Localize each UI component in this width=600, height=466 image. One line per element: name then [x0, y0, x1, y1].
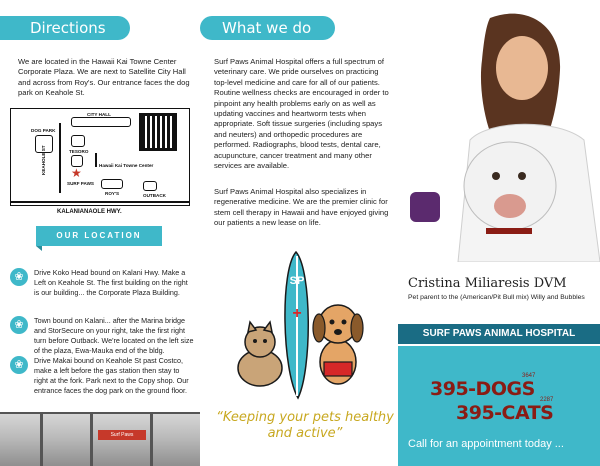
- services-paragraph: Surf Paws Animal Hospital offers a full spectrum of veterinary care. We pride ourselves on practicing top-level medicine and care for all of our patients. Routine wellness checks are encouraged in order to pinpoint any health problems early on as well as updating vaccines and heartworm tests when appropriate. Soft tissue surgeries (including spays and neuters) and orthopedic procedures are performed. Radiographs, blood tests, dental care, acupuncture, cancer treatment and many other services are available.: [214, 57, 389, 171]
- surfboard-logo: SP: [289, 275, 305, 287]
- location-map: [10, 108, 190, 215]
- building-edge: [0, 412, 200, 414]
- contact-box: [398, 346, 600, 466]
- map-label-city-hall: CITY HALL: [87, 112, 111, 117]
- directions-intro: We are located in the Hawaii Kai Towne Center Corporate Plaza. We are next to Satellite City Hall and across from Roy's. Our entrance faces the dog park on Keahole St.: [18, 57, 190, 98]
- direction-step-text: Drive Koko Head bound on Kalani Hwy. Make a Left on Keahole St. The first building on the right is our building... the Corporate Plaza Building.: [34, 268, 188, 297]
- map-label-roys: ROY'S: [105, 191, 120, 196]
- regenerative-paragraph: Surf Paws Animal Hospital also specializes in regenerative medicine. We are the premier clinic for stem cell therapy in Hawaii and have enjoyed giving our patients a new lease on life.: [214, 187, 389, 228]
- phone-dogs-digits: 3647: [522, 373, 536, 379]
- map-label-tesoro: TESORO: [69, 149, 89, 154]
- vet-pet-note: Pet parent to the (American/Pit Bull mix) Willy and Bubbles: [408, 294, 585, 301]
- hospital-name-bar: SURF PAWS ANIMAL HOSPITAL: [398, 324, 600, 344]
- phone-dogs-link[interactable]: 395-DOGS: [430, 378, 535, 400]
- what-we-do-heading: What we do: [200, 16, 335, 40]
- our-location-banner: OUR LOCATION: [36, 226, 162, 246]
- building-sign: Surf Paws: [98, 430, 146, 440]
- building-column: [150, 412, 153, 466]
- building-column: [90, 412, 93, 466]
- building-column: [40, 412, 43, 466]
- banner-fold: [36, 246, 42, 251]
- vet-with-dog-photo: [398, 0, 600, 262]
- map-highway-line: [11, 201, 189, 203]
- tagline: “Keeping your pets healthy and active”: [216, 410, 394, 441]
- direction-step-text: Town bound on Kalani... after the Marina bridge and StorSecure on your right, take the first right turn before Outback. We're located on the left size of the plaza, Ewa-Mauka end of the bldg.: [34, 316, 194, 355]
- svg-text:+: +: [292, 305, 302, 322]
- appointment-cta: Call for an appointment today ...: [408, 438, 564, 450]
- direction-step-text: Drive Makai bound on Keahole St past Costco, make a left before the gas station then stay to right at the fork. Park next to the Copy shop. Our entrance faces the dog park on the ground floor.: [34, 356, 189, 395]
- surfboard-illustration: [285, 252, 308, 398]
- map-label-highway: KALANIANAOLE HWY.: [57, 209, 122, 215]
- mascot-illustration: [220, 250, 380, 400]
- surf-paws-star-icon: ★: [71, 166, 82, 180]
- building-photo: [0, 412, 200, 466]
- what-we-do-panel: [200, 0, 398, 466]
- contact-panel: [398, 0, 600, 466]
- map-label-dog-park: DOG PARK: [31, 128, 56, 133]
- paw-icon: ❀: [10, 356, 28, 374]
- dog-cartoon: [313, 305, 363, 384]
- map-outback-block: [143, 181, 157, 191]
- directions-panel: [0, 0, 200, 466]
- vet-name: Cristina Miliaresis DVM: [408, 276, 567, 291]
- phone-cats-link[interactable]: 395-CATS: [456, 402, 554, 424]
- map-roys-block: [101, 179, 123, 189]
- map-label-towne-center: Hawaii Kai Towne Center: [99, 163, 154, 168]
- map-city-hall-block: [71, 117, 131, 127]
- phone-cats-digits: 2287: [540, 397, 554, 403]
- directions-heading: Directions: [0, 16, 130, 40]
- map-road-line: [95, 153, 97, 167]
- qr-code: [139, 113, 177, 151]
- paw-icon: ❀: [10, 316, 28, 334]
- cat-cartoon: [238, 322, 282, 386]
- map-label-keahole-st: KEAHOLE ST: [41, 145, 46, 175]
- paw-icon: ❀: [10, 268, 28, 286]
- map-keahole-road: [59, 123, 61, 193]
- map-tesoro-block: [71, 135, 85, 147]
- map-label-outback: OUTBACK: [143, 193, 166, 198]
- map-label-surf-paws: SURF PAWS: [67, 181, 94, 186]
